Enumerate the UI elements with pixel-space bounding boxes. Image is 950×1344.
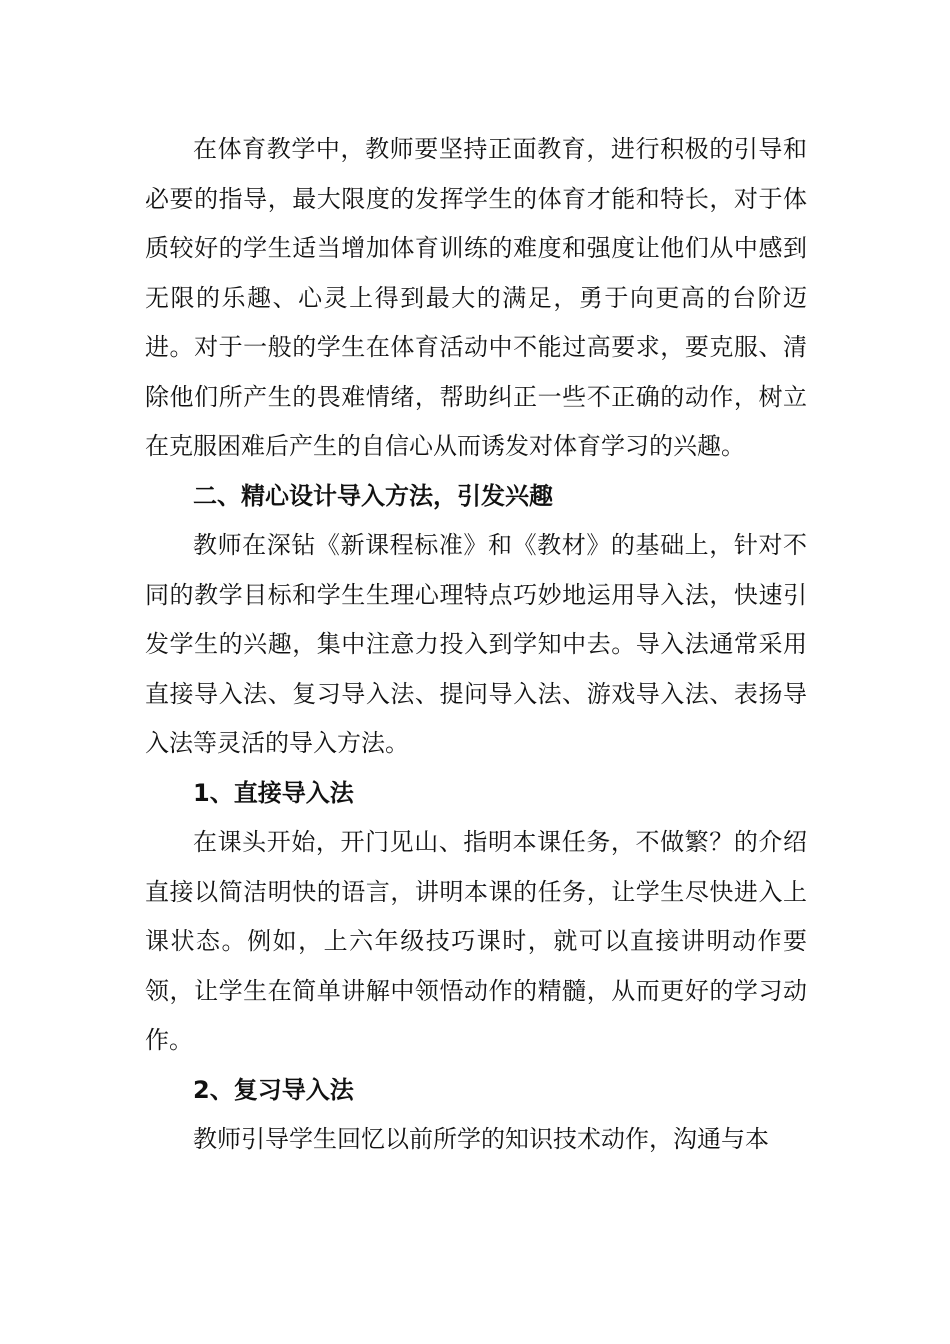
- section-heading-intro-methods: 二、精心设计导入方法，引发兴趣: [193, 481, 553, 510]
- paragraph-direct-intro: 在课头开始，开门见山、指明本课任务，不做繁？的介绍直接以简洁明快的语言，讲明本课的任务，让学生尽快进入上课状态。例如，上六年级技巧课时，就可以直接讲明动作要领，让学生在简单讲解中领悟动作的精髓，从而更好的学习动作。: [145, 828, 807, 1054]
- subheading-direct-intro: 1、直接导入法: [193, 778, 354, 807]
- paragraph-student-guidance: 在体育教学中，教师要坚持正面教育，进行积极的引导和必要的指导，最大限度的发挥学生的体育才能和特长，对于体质较好的学生适当增加体育训练的难度和强度让他们从中感到无限的乐趣、心灵上得到最大的满足，勇于向更高的台阶迈进。对于一般的学生在体育活动中不能过高要求，要克服、清除他们所产生的畏难情绪，帮助纠正一些不正确的动作，树立在克服困难后产生的自信心从而诱发对体育学习的兴趣。: [145, 135, 807, 460]
- paragraph-review-intro: 教师引导学生回忆以前所学的知识技术动作，沟通与本: [193, 1125, 769, 1153]
- document-body: [145, 125, 807, 1165]
- paragraph-intro-methods: 教师在深钻《新课程标准》和《教材》的基础上，针对不同的教学目标和学生生理心理特点巧妙地运用导入法，快速引发学生的兴趣，集中注意力投入到学知中去。导入法通常采用直接导入法、复习导入法、提问导入法、游戏导入法、表扬导入法等灵活的导入方法。: [145, 531, 807, 757]
- subheading-review-intro: 2、复习导入法: [193, 1075, 354, 1104]
